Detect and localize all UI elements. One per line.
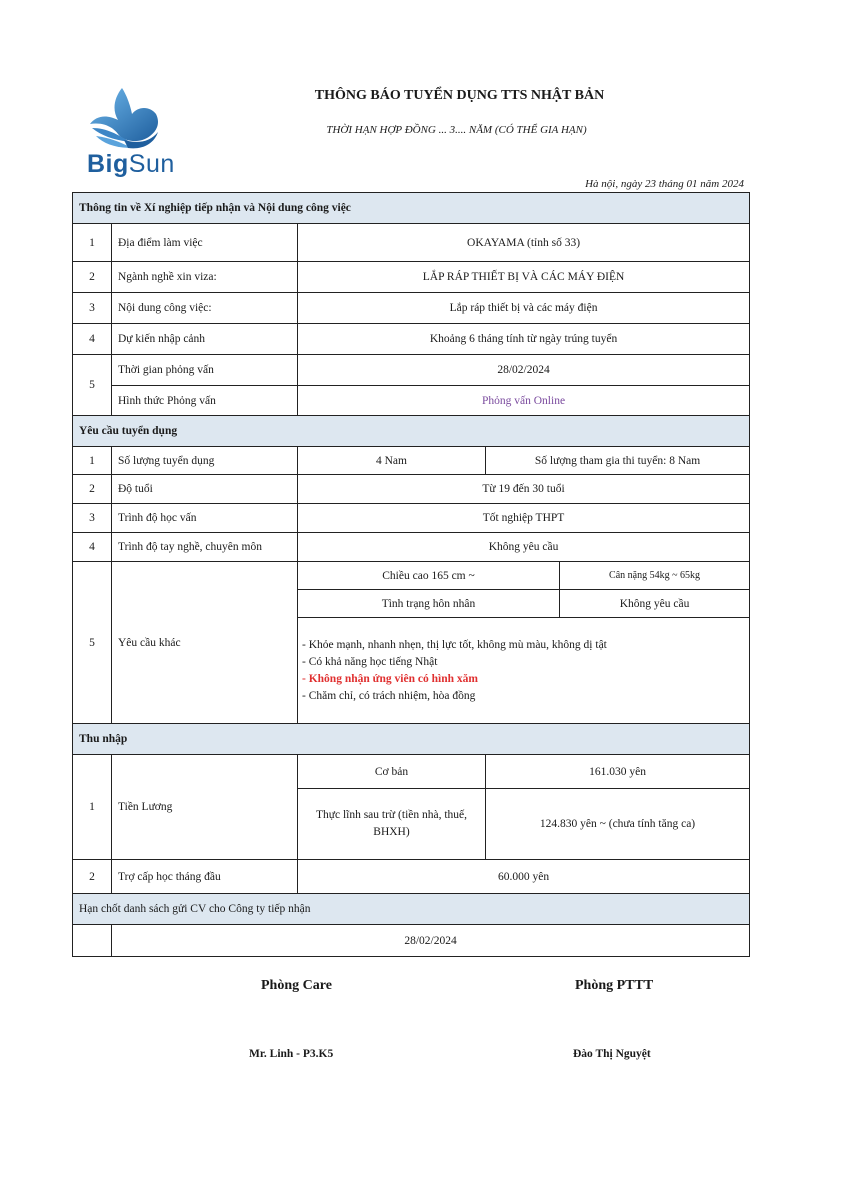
list-item: - Chăm chỉ, có trách nhiệm, hòa đồng — [302, 689, 476, 702]
table-row: Hình thức Phỏng vấn Phỏng vấn Online — [73, 386, 750, 416]
table-row: 1 Địa điểm làm việc OKAYAMA (tỉnh số 33) — [73, 224, 750, 262]
document-date: Hà nội, ngày 23 tháng 01 năm 2024 — [585, 178, 744, 190]
interview-format: Phỏng vấn Online — [298, 386, 750, 416]
contract-term: THỜI HẠN HỢP ĐỒNG ... 3.... NĂM (CÓ THỂ GIA HẠN) — [326, 124, 587, 136]
logo-text: BigSun — [87, 150, 175, 178]
list-item: - Khỏe mạnh, nhanh nhẹn, thị lực tốt, không mù màu, không dị tật — [302, 638, 607, 651]
signature-dept-left: Phòng Care — [261, 978, 332, 993]
other-requirements-list — [298, 618, 750, 724]
table-row: 5 Yêu cầu khác Chiều cao 165 cm ~ Cân nặng 54kg ~ 65kg — [73, 562, 750, 590]
table-row: 1 Số lượng tuyển dụng 4 Nam Số lượng tham gia thi tuyển: 8 Nam — [73, 447, 750, 475]
signature-name-left: Mr. Linh - P3.K5 — [249, 1048, 334, 1060]
table-row: 5 Thời gian phỏng vấn 28/02/2024 — [73, 355, 750, 386]
table-row: 28/02/2024 — [73, 925, 750, 957]
table-row: 2 Trợ cấp học tháng đầu 60.000 yên — [73, 860, 750, 894]
section-header-requirements: Yêu cầu tuyển dụng — [73, 416, 750, 447]
table-row: Thực lĩnh sau trừ (tiền nhà, thuế, BHXH) 124.830 yên ~ (chưa tính tăng ca) — [73, 789, 750, 860]
table-row: 4 Dự kiến nhập cảnh Khoảng 6 tháng tính từ ngày trúng tuyển — [73, 324, 750, 355]
recruitment-table — [72, 192, 750, 957]
table-row: 1 Tiền Lương Cơ bản 161.030 yên — [73, 755, 750, 789]
section-header-deadline: Hạn chốt danh sách gửi CV cho Công ty tiếp nhận — [73, 894, 750, 925]
table-row: 2 Ngành nghề xin viza: LẮP RÁP THIẾT BỊ VÀ CÁC MÁY ĐIỆN — [73, 262, 750, 293]
table-row: 3 Nội dung công việc: Lắp ráp thiết bị và các máy điện — [73, 293, 750, 324]
table-row: 3 Trình độ học vấn Tốt nghiệp THPT — [73, 504, 750, 533]
section-header-company: Thông tin về Xí nghiệp tiếp nhận và Nội dung công việc — [73, 193, 750, 224]
table-row: 2 Độ tuổi Từ 19 đến 30 tuổi — [73, 475, 750, 504]
page-title: THÔNG BÁO TUYỂN DỤNG TTS NHẬT BẢN — [314, 88, 605, 103]
table-row: Tình trạng hôn nhân Không yêu cầu — [73, 590, 750, 618]
signature-dept-right: Phòng PTTT — [575, 978, 654, 993]
section-header-income: Thu nhập — [73, 724, 750, 755]
list-item: - Có khả năng học tiếng Nhật — [302, 655, 438, 668]
signature-name-right: Đào Thị Nguyệt — [573, 1048, 651, 1060]
table-row: 4 Trình độ tay nghề, chuyên môn Không yêu cầu — [73, 533, 750, 562]
list-item-warning: - Không nhận ứng viên có hình xăm — [302, 672, 478, 685]
